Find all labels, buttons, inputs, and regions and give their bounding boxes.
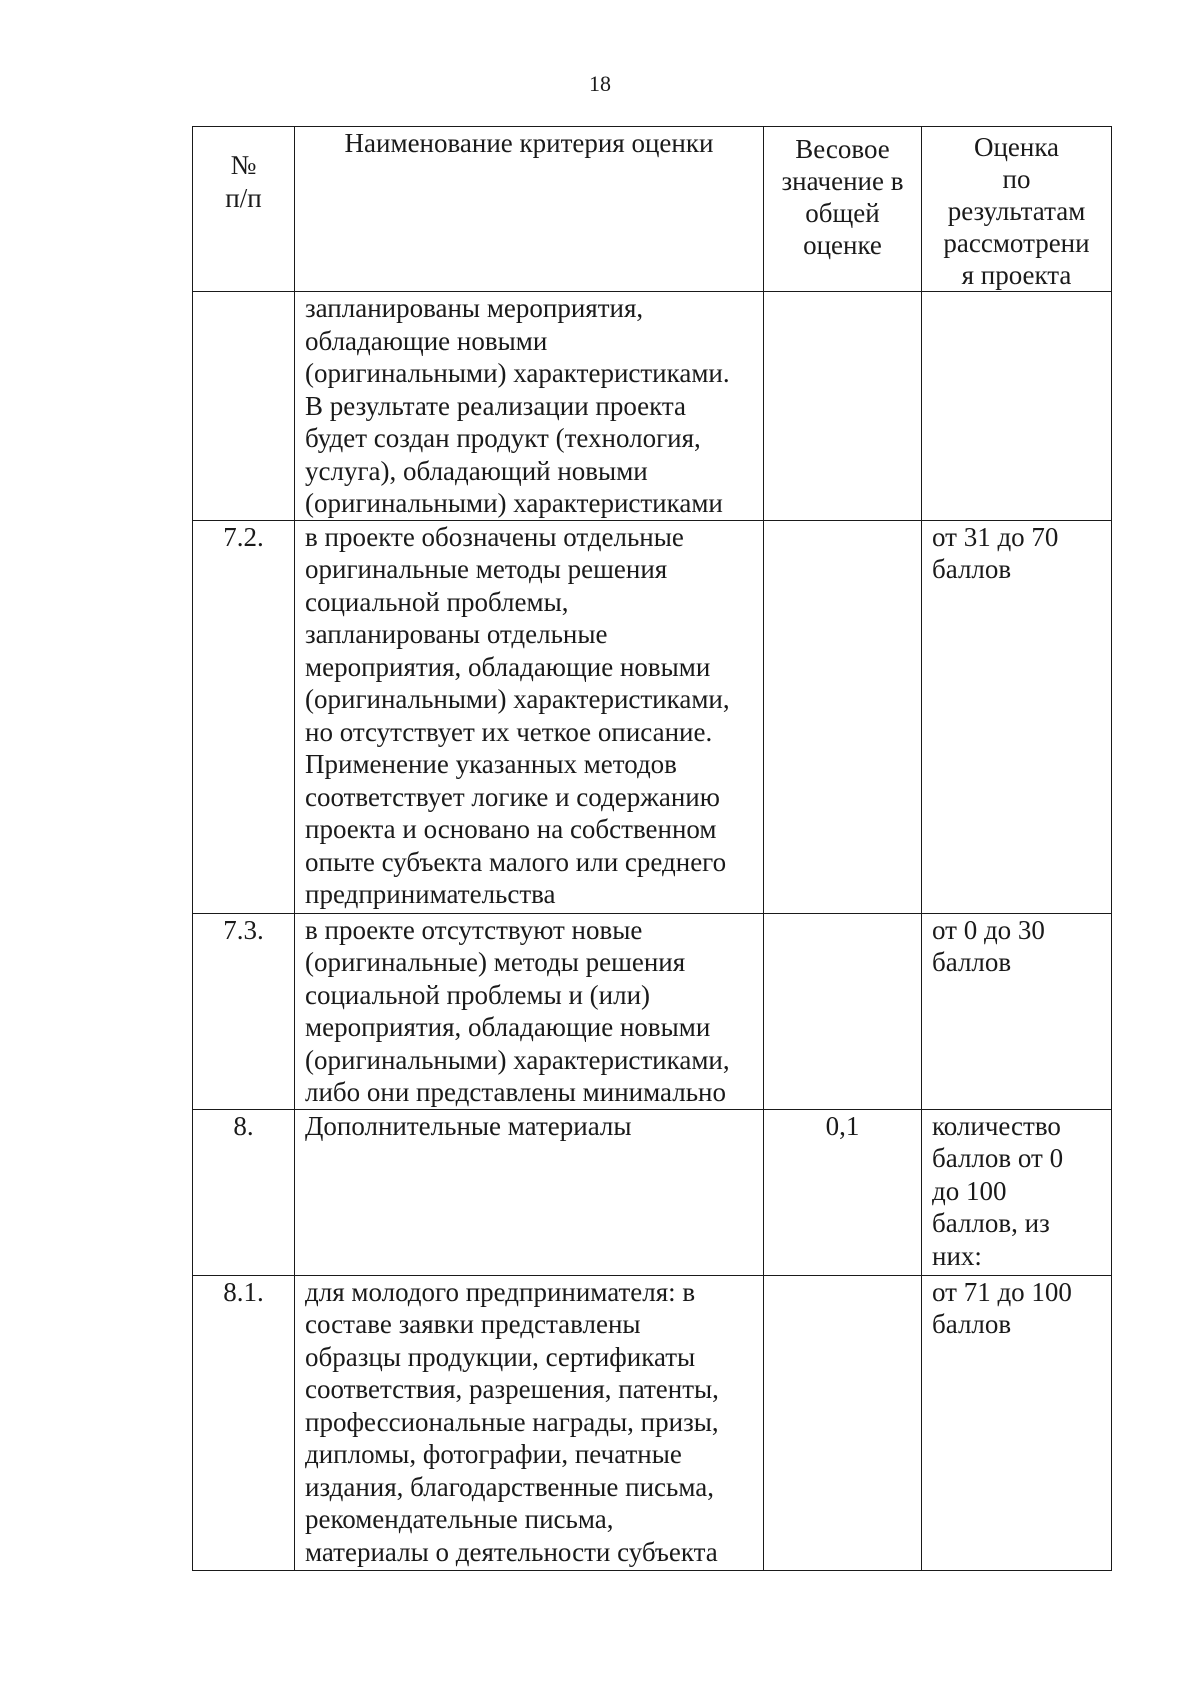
header-num-line: п/п [225,182,262,213]
header-name-line: Наименование критерия оценки [344,128,714,158]
criterion-line: рекомендательные письма, [305,1504,614,1534]
row-score [922,520,1112,913]
criterion-line: услуга), обладающий новыми [305,455,648,486]
header-num [193,127,295,292]
criterion-line: (оригинальными) характеристиками, [305,684,730,714]
score-line: баллов [932,1309,1012,1339]
criterion-line: мероприятия, обладающие новыми [305,651,711,682]
table-row [193,1109,1112,1275]
criterion-line: образцы продукции, сертификаты [305,1341,696,1372]
criterion-line: предпринимательства [305,879,556,909]
criterion-line: (оригинальными) характеристиками, [305,1044,730,1075]
criteria-table [192,126,1112,1571]
criterion-line: проекта и основано на собственном [305,814,717,844]
row-criterion [295,913,764,1109]
table-row [193,913,1112,1109]
criterion-line: (оригинальные) методы решения [305,947,686,977]
criterion-line: составе заявки представлены [305,1309,641,1339]
score-line: них: [932,1240,982,1271]
header-weight-line: оценке [803,230,882,260]
criterion-line: будет создан продукт (технология, [305,423,701,453]
criterion-line: запланированы отдельные [305,619,608,649]
criterion-line: в проекте отсутствуют новые [305,914,643,945]
criterion-line: либо они представлены минимально [305,1077,726,1107]
criterion-line: (оригинальными) характеристиками. [305,358,730,388]
row-criterion [295,1275,764,1570]
row-score [922,292,1112,521]
criterion-line: (оригинальными) характеристиками [305,488,723,518]
header-score-line: результатам [947,196,1086,226]
criterion-line: социальной проблемы и (или) [305,979,651,1010]
score-line: количество [932,1110,1061,1141]
header-score [922,127,1112,292]
criterion-line: соответствия, разрешения, патенты, [305,1374,719,1404]
criterion-line: мероприятия, обладающие новыми [305,1012,711,1042]
criterion-line: соответствует логике и содержанию [305,781,720,812]
score-line: баллов, из [932,1208,1050,1238]
row-weight [764,520,922,913]
table-row [193,292,1112,521]
row-num: 8.1. [193,1275,295,1570]
header-weight-line: значение в [781,166,904,196]
row-weight: 0,1 [764,1109,922,1275]
row-criterion [295,520,764,913]
criterion-line: профессиональные награды, призы, [305,1406,719,1437]
table-header-row [193,127,1112,292]
score-line: от 71 до 100 [932,1276,1072,1307]
criterion-line: в проекте обозначены отдельные [305,521,684,552]
row-criterion [295,292,764,521]
criterion-line: материалы о деятельности субъекта [305,1536,718,1567]
row-weight [764,913,922,1109]
criterion-line: социальной проблемы, [305,586,569,617]
score-line: от 31 до 70 [932,521,1059,552]
criterion-line: опыте субъекта малого или среднего [305,846,727,877]
header-score-line: Оценка [973,132,1060,162]
criterion-line: обладающие новыми [305,325,548,356]
row-score [922,1275,1112,1570]
header-score-line: по [1002,164,1031,194]
score-line: баллов [932,947,1012,977]
row-weight [764,1275,922,1570]
criterion-line: издания, благодарственные письма, [305,1471,714,1502]
criterion-line: оригинальные методы решения [305,554,668,584]
page-number: 18 [589,71,611,96]
row-score [922,1109,1112,1275]
criterion-line: В результате реализации проекта [305,390,687,421]
row-num: 8. [193,1109,295,1275]
row-weight [764,292,922,521]
header-weight-line: общей [805,198,880,228]
criterion-line: для молодого предпринимателя: в [305,1276,696,1307]
header-weight-line: Весовое [795,134,890,164]
score-line: до 100 [932,1175,1007,1206]
criterion-line: запланированы мероприятия, [305,293,644,323]
row-score [922,913,1112,1109]
table-row [193,520,1112,913]
criterion-line: Применение указанных методов [305,749,677,779]
header-num-line: № [230,150,257,180]
table-row [193,1275,1112,1570]
row-criterion [295,1109,764,1275]
criterion-line: но отсутствует их четкое описание. [305,716,713,747]
header-score-line: рассмотрени [943,228,1090,258]
header-weight [764,127,922,292]
header-name [295,127,764,292]
row-num: 7.3. [193,913,295,1109]
row-num: 7.2. [193,520,295,913]
criterion-line: Дополнительные материалы [305,1110,632,1141]
score-line: от 0 до 30 [932,914,1045,945]
score-line: баллов от 0 [932,1143,1064,1173]
row-num [193,292,295,521]
score-line: баллов [932,554,1012,584]
criterion-line: дипломы, фотографии, печатные [305,1439,682,1469]
header-score-line: я проекта [961,260,1072,290]
